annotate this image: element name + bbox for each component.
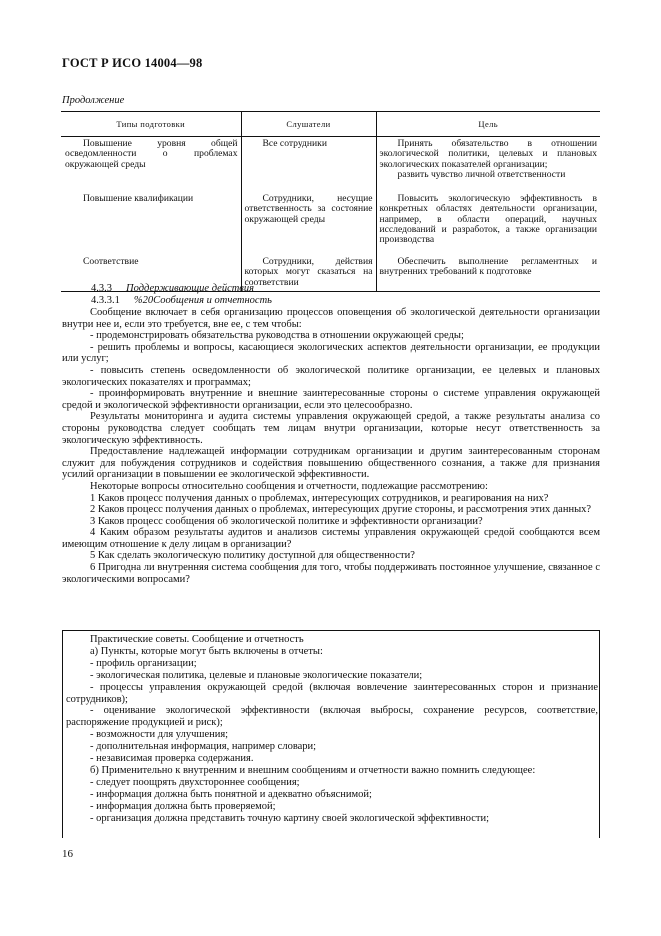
box-line: б) Применительно к внутренним и внешним сообщениям и отчетности важно помнить следующее: xyxy=(90,764,536,776)
table-header-row xyxy=(61,112,600,137)
section-heading-4-3-3-1 xyxy=(91,295,272,306)
body-paragraph: - проинформировать внутренние и внешние заинтересованные стороны о системе управления окружающей средой и экологической эффективности организации, если это целесообразно. xyxy=(62,388,600,411)
section-number: 4.3.3 xyxy=(91,283,112,294)
table-cell-goal-extra: развить чувство личной ответственности xyxy=(397,168,566,180)
box-line: - процессы управления окружающей средой (включая вовлечение заинтересованных сторон и признание сотрудников); xyxy=(66,681,598,705)
body-paragraph: Некоторые вопросы относительно сообщения и отчетности, подлежащие рассмотрению: xyxy=(90,480,488,492)
standard-header: ГОСТ Р ИСО 14004—98 xyxy=(62,56,203,70)
box-line: - возможности для улучшения; xyxy=(90,729,229,741)
box-line: - информация должна быть понятной и адекватно объяснимой; xyxy=(90,788,372,800)
section-title: Поддерживающие действия xyxy=(126,283,254,294)
body-paragraph: 4 Каким образом результаты аудитов и анализов системы управления окружающей средой сообщаются всем имеющим отношение к делу лицам в организации? xyxy=(62,527,600,550)
table-cell-audience: Сотрудники, действия которых могут сказаться на соответствии xyxy=(244,256,373,288)
table-cell-type: Соответствие xyxy=(83,256,139,267)
table-header-cell: Цель xyxy=(376,112,600,137)
body-paragraph: 3 Каков процесс сообщения об экологической политике и эффективности организации? xyxy=(90,515,483,527)
box-line: - следует поощрять двухстороннее сообщения; xyxy=(90,776,300,788)
training-types-table xyxy=(61,111,600,292)
body-paragraph: Предоставление надлежащей информации сотрудникам организации и другим заинтересованным сторонам служит для побуждения сотрудников и содействия повышению общественного сознания, а также для признания усилий организации в повышении ее экологической эффективности. xyxy=(62,446,600,481)
continuation-label: Продолжение xyxy=(62,95,125,106)
box-line: - организация должна представить точную картину своей экологической эффективности; xyxy=(90,812,490,824)
body-paragraph: Результаты мониторинга и аудита системы управления окружающей средой, а также результаты анализа со стороны руководства следует сообщать тем лицам внутри организации, которые несут ответственность за экологическую эффективность. xyxy=(62,411,600,446)
table-cell-goal: Обеспечить выполнение регламентных и внутренних требований к подготовке xyxy=(379,256,597,278)
box-line: Практические советы. Сообщение и отчетность xyxy=(90,634,304,645)
table-cell-audience: Все сотрудники xyxy=(262,138,327,149)
box-line: - независимая проверка содержания. xyxy=(90,753,254,765)
box-line: - экологическая политика, целевые и плановые экологические показатели; xyxy=(90,669,423,681)
body-paragraph: 5 Как сделать экологическую политику доступной для общественности? xyxy=(90,550,415,562)
body-paragraph: - продемонстрировать обязательства руководства в отношении окружающей среды; xyxy=(90,330,464,342)
section-heading-4-3-3 xyxy=(91,283,254,294)
table-cell-type: Повышение уровня общей осведомленности о проблемах окружающей среды xyxy=(65,138,238,170)
table-row xyxy=(61,192,600,255)
table-cell-goal: Принять обязательство в отношении экологической политики, целевых и плановых экологических показателей организации; xyxy=(379,138,597,170)
box-line: - оценивание экологической эффективности (включая выбросы, сохранение ресурсов, соответствие, распоряжение продукцией и риск); xyxy=(66,705,598,729)
table-cell-goal: Повысить экологическую эффективность в конкретных областях деятельности организации, например, в области операций, научных исследований и разработок, а также организации производства xyxy=(379,193,597,246)
practical-advice-text xyxy=(66,634,598,825)
box-line: а) Пункты, которые могут быть включены в отчеты: xyxy=(90,645,323,657)
table-cell-audience: Сотрудники, несущие ответственность за состояние окружающей среды xyxy=(244,193,373,225)
box-line: - дополнительная информация, например словари; xyxy=(90,741,317,753)
body-paragraph: - повысить степень осведомленности об экологической политике организации, ее целевых и плановых экологических показателях и программах; xyxy=(62,364,600,388)
body-paragraph: - решить проблемы и вопросы, касающиеся экологических аспектов деятельности организации, ее продукции или услуг; xyxy=(62,341,600,365)
box-line: - профиль организации; xyxy=(90,657,197,669)
body-text xyxy=(62,307,600,585)
table-header-cell: Типы подготовки xyxy=(61,112,241,137)
body-paragraph: 6 Пригодна ли внутренняя система сообщения для того, чтобы поддерживать постоянное улучшение, связанное с экологическими вопросами? xyxy=(62,562,600,585)
table-header-cell: Слушатели xyxy=(241,112,376,137)
table-row xyxy=(61,137,600,193)
body-paragraph: Сообщение включает в себя организацию процессов оповещения об экологической деятельности организации внутри нее и, если это требуется, вне ее, с тем чтобы: xyxy=(62,307,600,330)
box-line: - информация должна быть проверяемой; xyxy=(90,800,276,812)
section-number: 4.3.3.1 xyxy=(91,295,120,306)
table-cell-type: Повышение квалификации xyxy=(83,193,194,204)
page-number: 16 xyxy=(62,848,73,860)
body-paragraph: 2 Каков процесс получения данных о проблемах, интересующих другие стороны, и рассмотрения этих данных? xyxy=(90,504,592,516)
section-title: %20Сообщения и отчетность xyxy=(133,295,272,306)
body-paragraph: 1 Каков процесс получения данных о проблемах, интересующих сотрудников, и реагирования на них? xyxy=(90,492,549,504)
